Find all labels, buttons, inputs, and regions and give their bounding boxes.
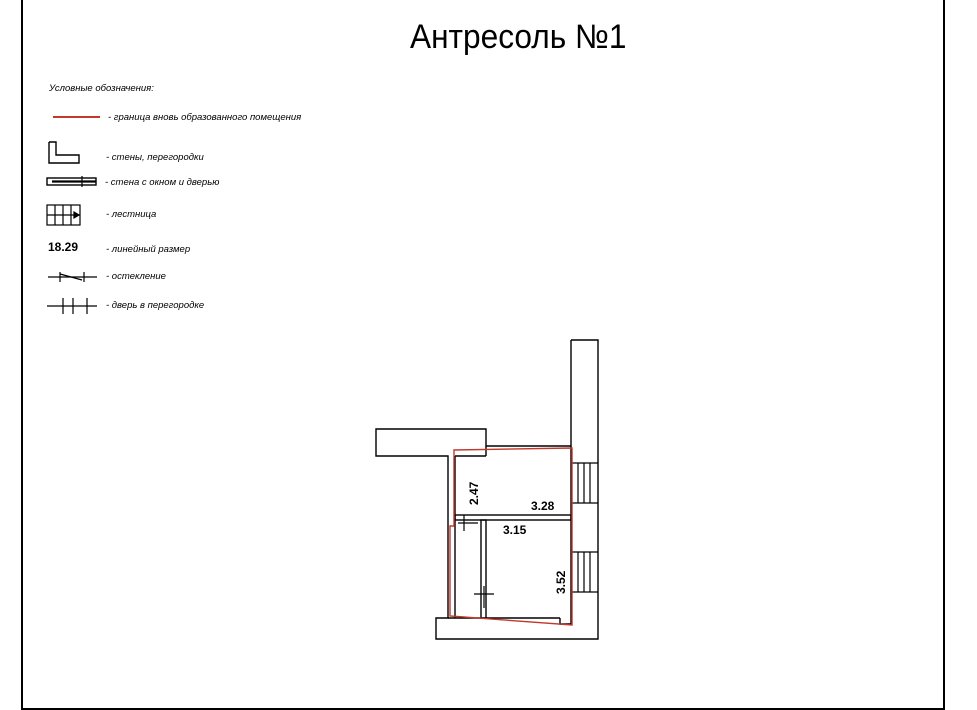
horizontal-partition (455, 515, 571, 520)
dim-lower-room-height: 3.52 (554, 570, 568, 594)
dim-lower-room-width: 3.15 (503, 523, 527, 537)
legend-dimension-sample: 18.29 (48, 240, 79, 254)
dim-upper-room-width: 3.28 (531, 499, 555, 513)
legend-item-wall-window-label: - стена с окном и дверью (105, 177, 220, 188)
legend-item-stairs-label: - лестница (106, 209, 157, 220)
legend-heading: Условные обозначения: (49, 83, 154, 94)
legend-item-door-label: - дверь в перегородке (106, 300, 205, 311)
door-mark-upper (458, 515, 478, 531)
window-upper (571, 463, 598, 503)
door-mark-lower (474, 586, 494, 608)
legend-item-walls-label: - стены, перегородки (106, 152, 204, 163)
page-title: Антресоль №1 (410, 18, 627, 56)
right-wall-inner (560, 446, 571, 624)
legend-item-boundary-label: - граница вновь образованного помещения (108, 112, 302, 123)
legend-item-dimension-label: - линейный размер (106, 244, 191, 255)
legend-item-glazing-label: - остекление (106, 271, 166, 282)
window-lower (571, 552, 598, 592)
dim-upper-room-height: 2.47 (467, 481, 481, 505)
